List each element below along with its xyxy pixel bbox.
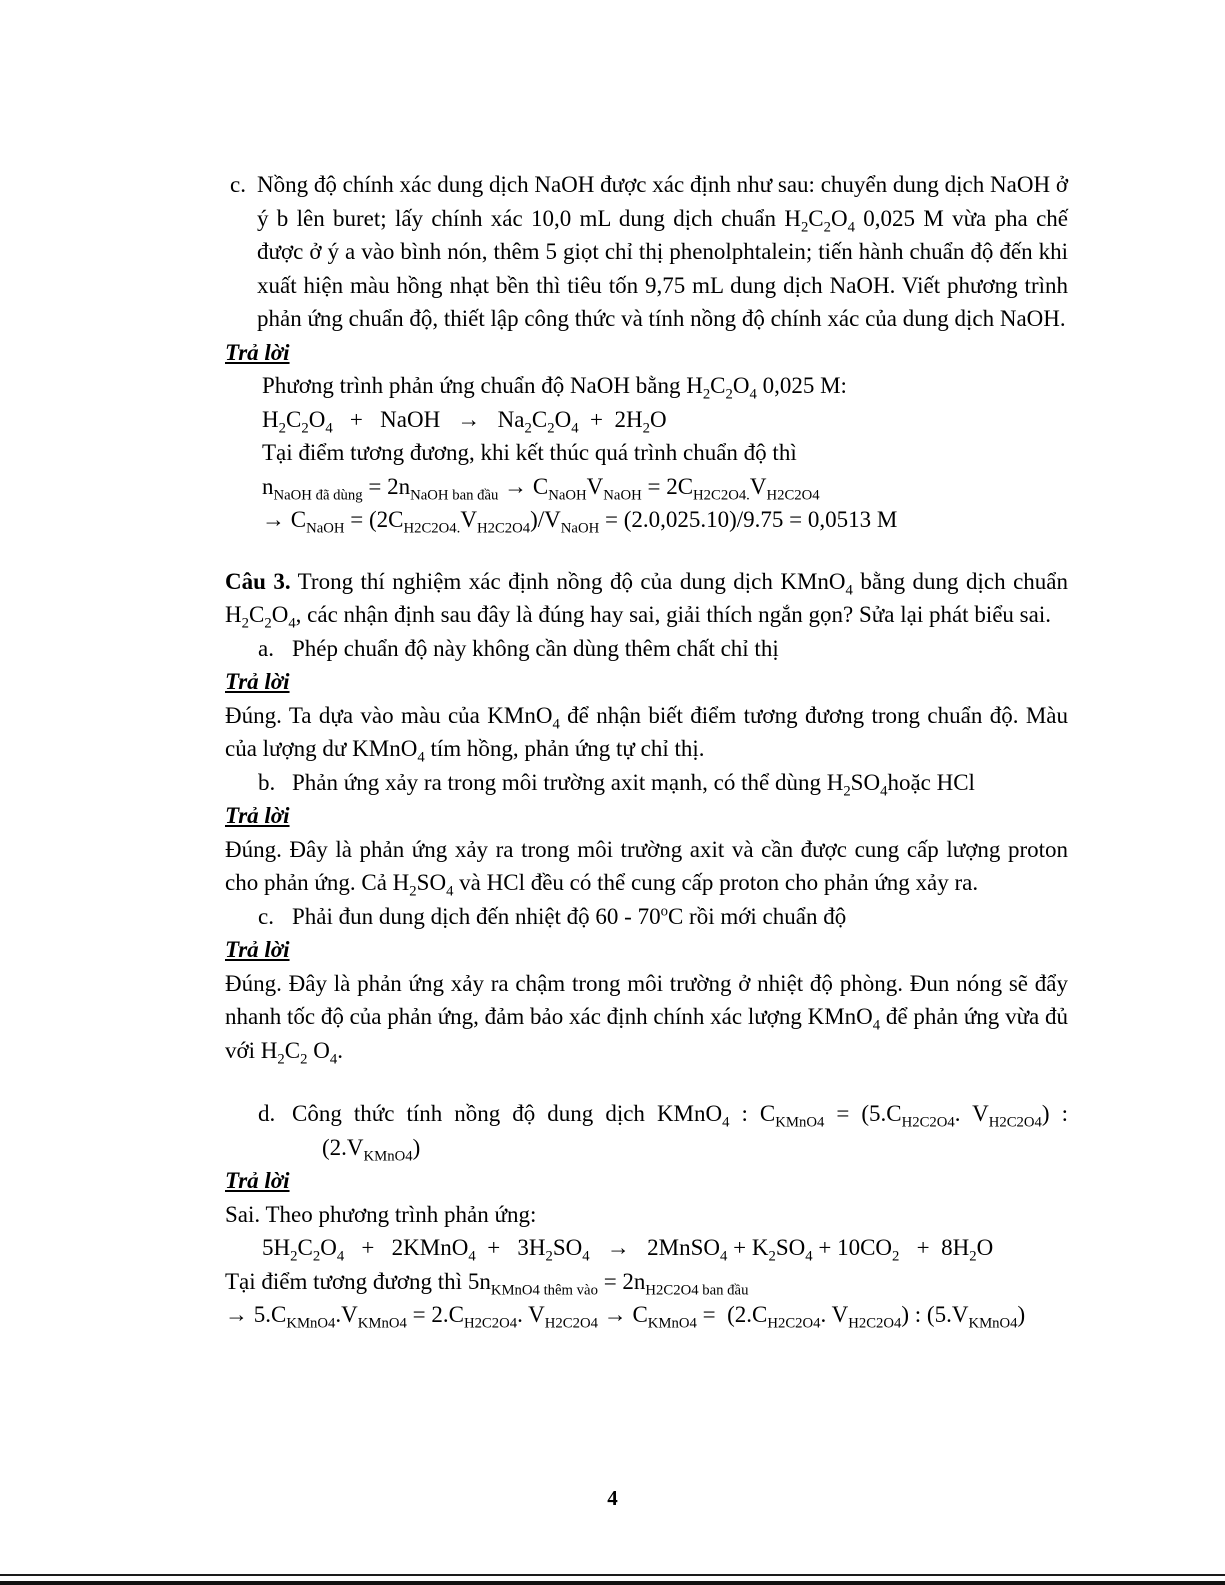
answer-d-equation-1: $5H_2C_2O_4$ + 2KMnO$_4$ + $3H_2SO_4$ → 2MnSO$_4$ + $K_2SO_4 + 10CO_2 + 8H_2O$ — [262, 1235, 994, 1265]
answer-label-d: Trả lời — [225, 1168, 290, 1193]
list-item-d-text — [292, 1097, 1068, 1164]
list-marker-b: b. — [258, 769, 276, 795]
answer-d-intro: Sai. Theo phương trình phản ứng: — [225, 1201, 537, 1227]
answer-a-text: Đúng. Ta dựa vào màu của KMnO$_4$ để nhận biết điểm tương đương trong chuẩn độ. Màu của lượng dư KMnO$_4$ tím hồng, phản ứng tự chỉ thị. — [225, 702, 1068, 766]
list-item-d-line1: Công thức tính nồng độ dung dịch KMnO$_4$ : $C_{KMnO4} = (5.C_{H2C2O4}$. $V_{H2C2O4}$) : — [292, 1101, 1068, 1131]
list-item-c2-text: Phải đun dung dịch đến nhiệt độ 60 - 70$^o$C rồi mới chuẩn độ — [292, 902, 847, 929]
answer1-intro: Phương trình phản ứng chuẩn độ NaOH bằng $H_2C_2O_4$ 0,025 M: — [262, 373, 847, 403]
list-item-a-text: Phép chuẩn độ này không cần dùng thêm chất chỉ thị — [292, 635, 779, 661]
list-item-c — [225, 168, 1068, 336]
list-item-d — [258, 1097, 1068, 1164]
answer1-equation-2: $n_{NaOH đã dùng} = 2n_{NaOH ban đầu} \to C_{NaOH}V_{NaOH} = 2C_{H2C2O4.}V_{H2C2O4}$ — [262, 473, 820, 504]
question-3-text: Trong thí nghiệm xác định nồng độ của dung dịch KMnO$_4$ bằng dung dịch chuẩn $H_2C_2O_4$, các nhận định sau đây là đúng hay sai, giải thích ngắn gọn? Sửa lại phát biểu sai. — [225, 568, 1068, 632]
answer1-text: Tại điểm tương đương, khi kết thúc quá trình chuẩn độ thì — [262, 440, 797, 465]
answer-c-text: Đúng. Đây là phản ứng xảy ra chậm trong môi trường ở nhiệt độ phòng. Đun nóng sẽ đẩy nhanh tốc độ của phản ứng, đảm bảo xác định chính xác lượng KMnO$_4$ để phản ứng vừa đủ với $H_2C_2$ $O_4$. — [225, 970, 1068, 1068]
answer-label-a: Trả lời — [225, 669, 290, 694]
answer-b-text: Đúng. Đây là phản ứng xảy ra trong môi trường axit và cần được cung cấp lượng proton cho phản ứng. Cả $H_2SO_4$ và HCl đều có thể cung cấp proton cho phản ứng xảy ra. — [225, 836, 1068, 900]
question-3-label: Câu 3. — [225, 568, 291, 594]
answer-label-c: Trả lời — [225, 937, 290, 962]
answer-d-equation-3: → $5.C_{KMnO4}.V_{KMnO4} = 2.C_{H2C2O4}$. $V_{H2C2O4} \to C_{KMnO4} = (2.C_{H2C2O4}$. $V_{H2C2O4}$) : $(5.V_{KMnO4})$ — [225, 1302, 1026, 1332]
list-item-c2 — [258, 900, 1068, 934]
question-3-paragraph — [225, 565, 1068, 632]
list-item-b-text: Phản ứng xảy ra trong môi trường axit mạnh, có thể dùng $H_2SO_4hoặc$ HCl — [292, 769, 975, 800]
list-marker-a: a. — [258, 635, 274, 661]
answer-label-b: Trả lời — [225, 803, 290, 828]
answer-d-equation-2: Tại điểm tương đương thì $5n_{KMnO4 thêm vào} = 2n_{H2C2O4 ban đầu}$ — [225, 1268, 749, 1299]
answer1-equation-1: $H_2C_2O_4$ + NaOH → $Na_2C_2O_4 + 2H_2O$ — [262, 406, 667, 437]
list-item-d-line2: $(2.V_{KMnO4})$ — [322, 1134, 421, 1165]
page-bottom-edge-line — [0, 1581, 1225, 1585]
answer-label-1: Trả lời — [225, 339, 290, 365]
list-marker-c: c. — [230, 172, 246, 197]
list-item-c-text: Nồng độ chính xác dung dịch NaOH được xác định như sau: chuyển dung dịch NaOH ở ý b lên buret; lấy chính xác 10,0 mL dung dịch chuẩn $H_2C_2O_4$ 0,025 M vừa pha chế được ở ý a vào bình nón, thêm 5 giọt chỉ thị phenolphtalein; tiến hành chuẩn độ đến khi xuất hiện màu hồng nhạt bền thì tiêu tốn 9,75 mL dung dịch NaOH. Viết phương trình phản ứng chuẩn độ, thiết lập công thức và tính nồng độ chính xác của dung dịch NaOH. — [257, 172, 1068, 331]
list-item-a — [258, 632, 1068, 666]
footer-divider-line — [0, 1574, 1225, 1576]
page-number: 4 — [607, 1485, 618, 1510]
answer1-equation-3: → $C_{NaOH} = (2C_{H2C2O4.}V_{H2C2O4})/V_{NaOH} = (2.0,025.10)/9.75 = 0,0513$ M — [262, 507, 898, 537]
list-item-b — [258, 766, 1068, 800]
list-marker-c2: c. — [258, 903, 274, 929]
list-marker-d: d. — [258, 1101, 276, 1126]
